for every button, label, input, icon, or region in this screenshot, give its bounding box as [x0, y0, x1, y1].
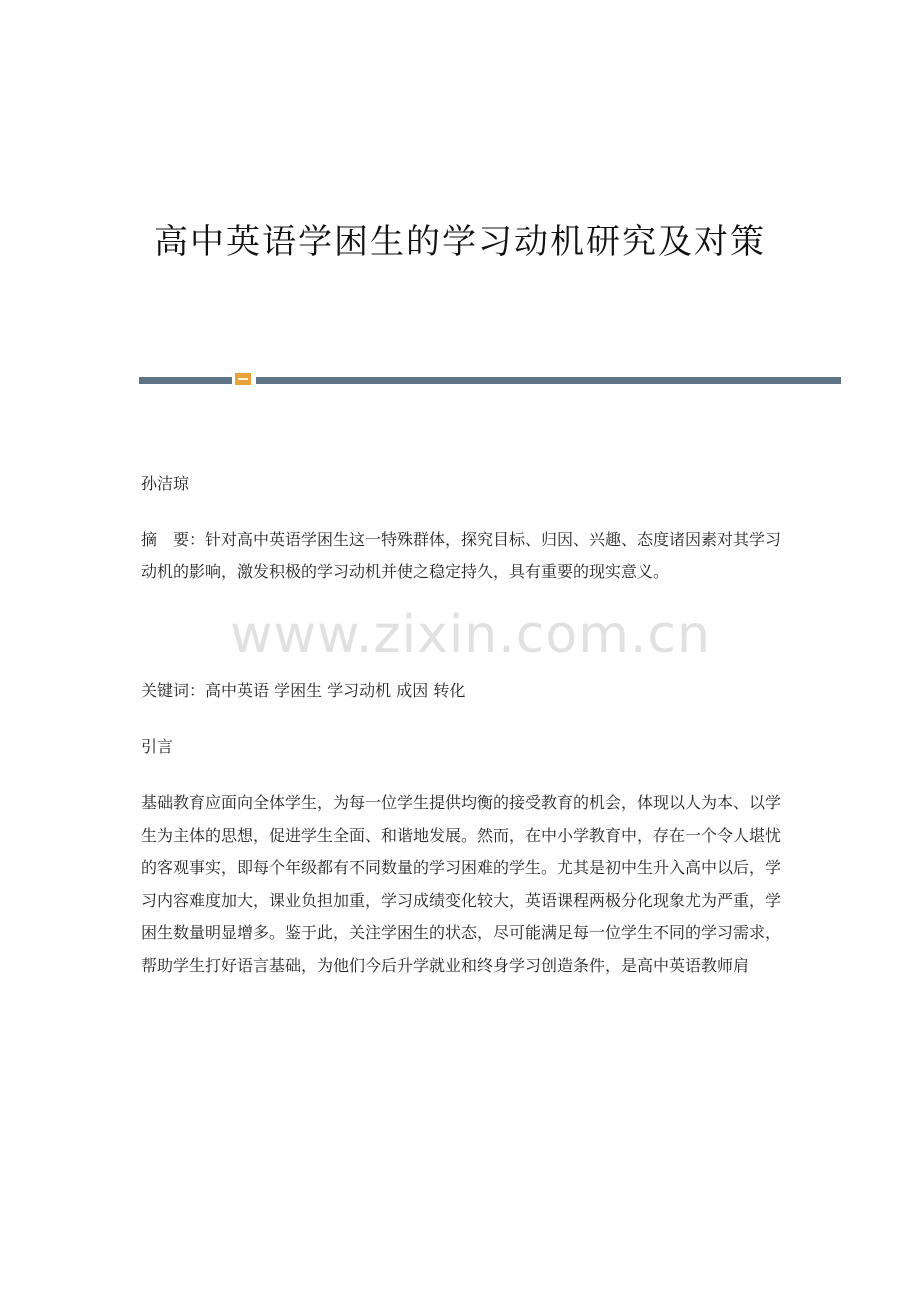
body-paragraph: 基础教育应面向全体学生，为每一位学生提供均衡的接受教育的机会，体现以人为本、以学生为主体的思想，促进学生全面、和谐地发展。然而，在中小学教育中，存在一个令人堪忧的客观事实，即每个年级都有不同数量的学习困难的学生。尤其是初中生升入高中以后，学习内容难度加大，课业负担加重，学习成绩变化较大，英语课程两极分化现象尤为严重，学困生数量明显增多。鉴于此，关注学困生的状态，尽可能满足每一位学生不同的学习需求，帮助学生打好语言基础，为他们今后升学就业和终身学习创造条件，是高中英语教师肩 [141, 793, 782, 975]
title-divider [139, 373, 841, 385]
divider-ornament-icon [235, 373, 251, 385]
section-heading-intro: 引言 [141, 737, 174, 756]
keywords-line: 关键词：高中英语 学困生 学习动机 成因 转化 [141, 681, 466, 700]
document-title: 高中英语学困生的学习动机研究及对策 [154, 222, 766, 262]
watermark: www.zixin.com.cn [230, 605, 711, 665]
divider-left-bar [139, 377, 232, 384]
divider-right-bar [256, 377, 841, 384]
author-name: 孙洁琼 [141, 474, 190, 493]
abstract-paragraph: 摘 要：针对高中英语学困生这一特殊群体，探究目标、归因、兴趣、态度诸因素对其学习动机的影响，激发积极的学习动机并使之稳定持久，具有重要的现实意义。 [141, 530, 782, 581]
